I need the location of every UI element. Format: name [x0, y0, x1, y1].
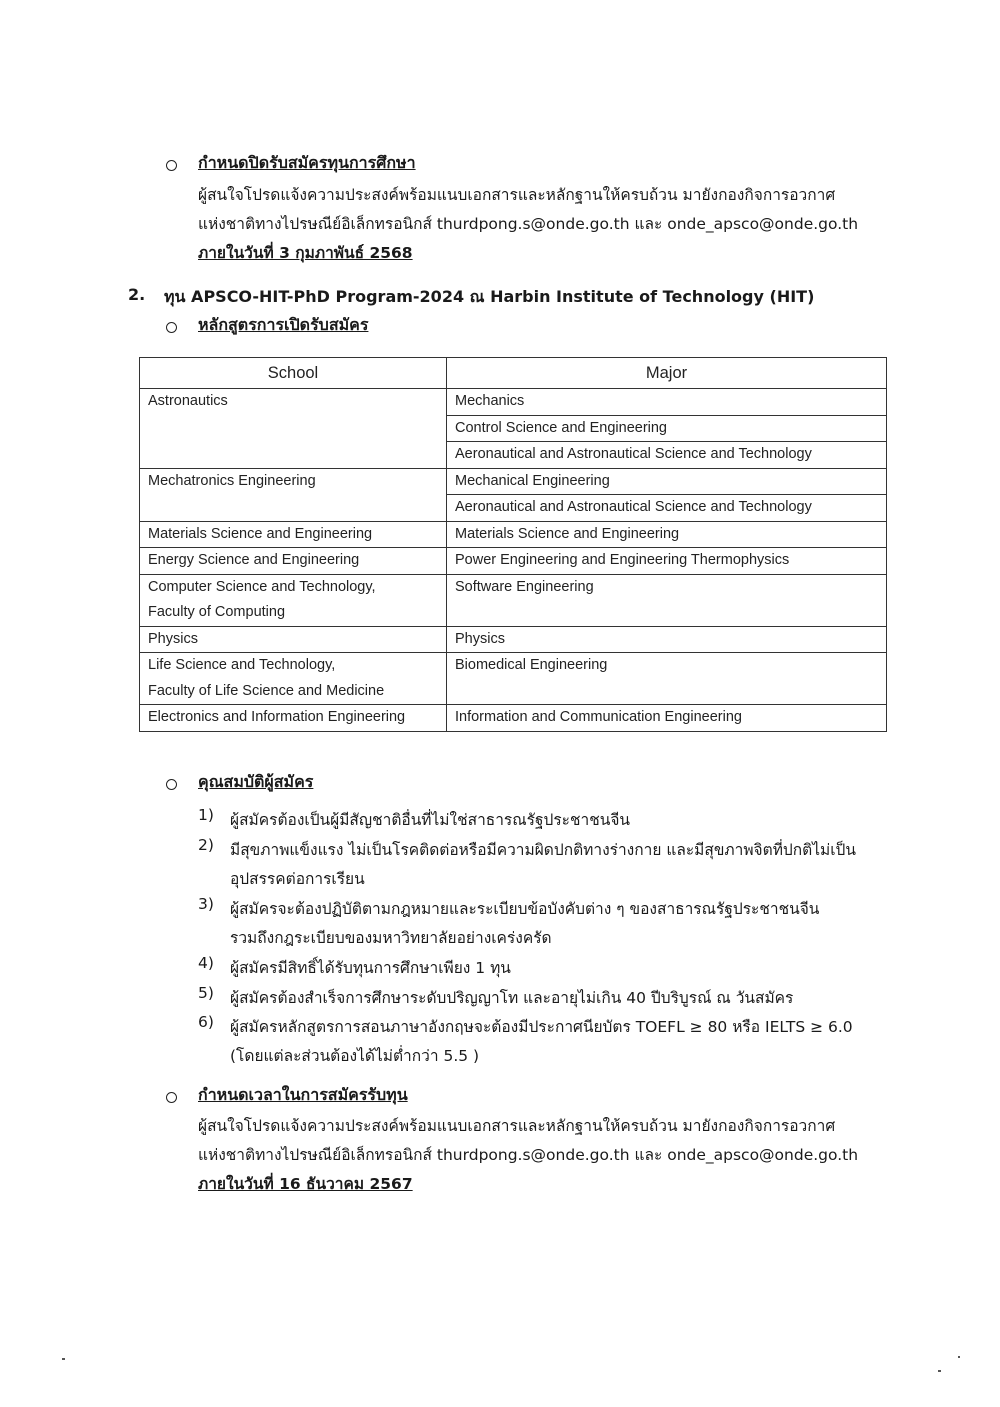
- deadline-text: ภายในวันที่ 16 ธันวาคม 2567: [198, 1175, 413, 1193]
- major-cell: Aeronautical and Astronautical Science and Technology: [447, 442, 887, 469]
- school-cell: Computer Science and Technology, Faculty of Computing: [140, 574, 447, 626]
- circle-bullet-icon: [166, 779, 177, 790]
- table-header-row: [140, 358, 887, 389]
- major-cell: Materials Science and Engineering: [447, 521, 887, 548]
- major-cell: Power Engineering and Engineering Thermophysics: [447, 548, 887, 575]
- deadline-text: ภายในวันที่ 3 กุมภาพันธ์ 2568: [198, 244, 413, 262]
- table-row: [140, 705, 887, 732]
- close-date-heading: กำหนดปิดรับสมัครทุนการศึกษา: [198, 153, 416, 172]
- school-cell: Life Science and Technology, Faculty of Life Science and Medicine: [140, 653, 447, 705]
- major-cell: Aeronautical and Astronautical Science and Technology: [447, 495, 887, 522]
- document-page: กำหนดปิดรับสมัครทุนการศึกษา ผู้สนใจโปรดแจ้งความประสงค์พร้อมแนบเอกสารและหลักฐานให้ครบถ้วน มายังกองกิจการอวกาศ แห่งชาติทางไปรษณีย์อิเล็กทรอนิกส์ thurdpong.s@onde.go.th และ onde_apsco@onde.go.th ภายในวันที่ 3 กุมภาพันธ์ 2568 2. ทุน APSCO-HIT-PhD Program-2024 ณ Harbin Institute of Technology (HIT) หลักสูตรการเปิดรับสมัคร School Major Astronautics Mechanics Control Science and Engineering Aeronautical and Astronautical Science and Technology Mechatronics Engineering Mechanical Engineering Aeronautical and Astronautical Science and Technology Materials Science and Engineering Materials Science and Engineering Energy Science and Engineering Power Engineering and Engineering Thermophysics Computer Science and Technology, Faculty of Computing Software Engineering Physics Physics Life Science and Technology, Faculty of Life Science and Medicine Biomedical Engineering Electronics and Information Engineering Information and Communication Engineering คุณสมบัติผู้สมัคร 1) ผู้สมัครต้องเป็นผู้มีสัญชาติอื่นที่ไม่ใช่สาธารณรัฐประชาชนจีน 2) มีสุขภาพแข็งแรง ไม่เป็นโรคติดต่อหรือมีความผิดปกติทางร่างกาย และมีสุขภาพจิตที่ปกติไม่เป็น อุปสรรคต่อการเรียน 3) ผู้สมัครจะต้องปฏิบัติตามกฎหมายและระเบียบข้อบังคับต่าง ๆ ของสาธารณรัฐประชาชนจีน รวมถึงกฎระเบียบของมหาวิทยาลัยอย่างเคร่งครัด 4) ผู้สมัครมีสิทธิ์ได้รับทุนการศึกษาเพียง 1 ทุน 5) ผู้สมัครต้องสำเร็จการศึกษาระดับปริญญาโท และอายุไม่เกิน 40 ปีบริบูรณ์ ณ วันสมัคร 6) ผู้สมัครหลักสูตรการสอนภาษาอังกฤษจะต้องมีประกาศนียบัตร TOEFL ≥ 80 หรือ IELTS ≥ 6.0 (โดยแต่ละส่วนต้องได้ไม่ต่ำกว่า 5.5 ) กำหนดเวลาในการสมัครรับทุน ผู้สนใจโปรดแจ้งความประสงค์พร้อมแนบเอกสารและหลักฐานให้ครบถ้วน มายังกองกิจการอวกาศ แห่งชาติทางไปรษณีย์อิเล็กทรอนิกส์ thurdpong.s@onde.go.th และ onde_apsco@onde.go.th ภายในวันที่ 16 ธันวาคม 2567: [0, 0, 1000, 1407]
- school-cell: Mechatronics Engineering: [140, 468, 447, 521]
- scan-speck: [62, 1358, 65, 1360]
- major-column-header: Major: [447, 358, 887, 389]
- section-title: ทุน APSCO-HIT-PhD Program-2024 ณ Harbin Institute of Technology (HIT): [164, 287, 815, 306]
- major-cell: Biomedical Engineering: [447, 653, 887, 705]
- major-cell: Physics: [447, 626, 887, 653]
- school-column-header: School: [140, 358, 447, 389]
- school-major-table: [139, 357, 887, 732]
- school-cell: Energy Science and Engineering: [140, 548, 447, 575]
- paragraph-line: แห่งชาติทางไปรษณีย์อิเล็กทรอนิกส์ thurdpong.s@onde.go.th และ onde_apsco@onde.go.th: [198, 215, 859, 233]
- table-row: [140, 574, 887, 626]
- major-cell: Control Science and Engineering: [447, 415, 887, 442]
- qualifications-heading: คุณสมบัติผู้สมัคร: [198, 772, 314, 791]
- paragraph-line: ผู้สนใจโปรดแจ้งความประสงค์พร้อมแนบเอกสารและหลักฐานให้ครบถ้วน มายังกองกิจการอวกาศ: [198, 186, 836, 204]
- application-heading: กำหนดเวลาในการสมัครรับทุน: [198, 1085, 408, 1104]
- scan-speck: [938, 1370, 941, 1372]
- curriculum-heading: หลักสูตรการเปิดรับสมัคร: [198, 315, 369, 334]
- major-cell: Software Engineering: [447, 574, 887, 626]
- table-row: [140, 653, 887, 705]
- section-number: 2.: [128, 285, 146, 304]
- school-cell: Electronics and Information Engineering: [140, 705, 447, 732]
- school-cell: Physics: [140, 626, 447, 653]
- school-cell: Materials Science and Engineering: [140, 521, 447, 548]
- major-cell: Mechanics: [447, 389, 887, 416]
- table-row: [140, 389, 887, 416]
- application-paragraph: [198, 1112, 898, 1199]
- major-cell: Mechanical Engineering: [447, 468, 887, 495]
- major-cell: Information and Communication Engineering: [447, 705, 887, 732]
- table-row: [140, 521, 887, 548]
- paragraph-line: ผู้สนใจโปรดแจ้งความประสงค์พร้อมแนบเอกสารและหลักฐานให้ครบถ้วน มายังกองกิจการอวกาศ: [198, 1117, 836, 1135]
- paragraph-line: แห่งชาติทางไปรษณีย์อิเล็กทรอนิกส์ thurdpong.s@onde.go.th และ onde_apsco@onde.go.th: [198, 1146, 859, 1164]
- circle-bullet-icon: [166, 160, 177, 171]
- close-date-paragraph: [198, 181, 898, 268]
- scan-speck: [958, 1356, 960, 1358]
- circle-bullet-icon: [166, 1092, 177, 1103]
- school-cell: Astronautics: [140, 389, 447, 469]
- circle-bullet-icon: [166, 322, 177, 333]
- table-row: [140, 548, 887, 575]
- table-row: [140, 468, 887, 495]
- table-row: [140, 626, 887, 653]
